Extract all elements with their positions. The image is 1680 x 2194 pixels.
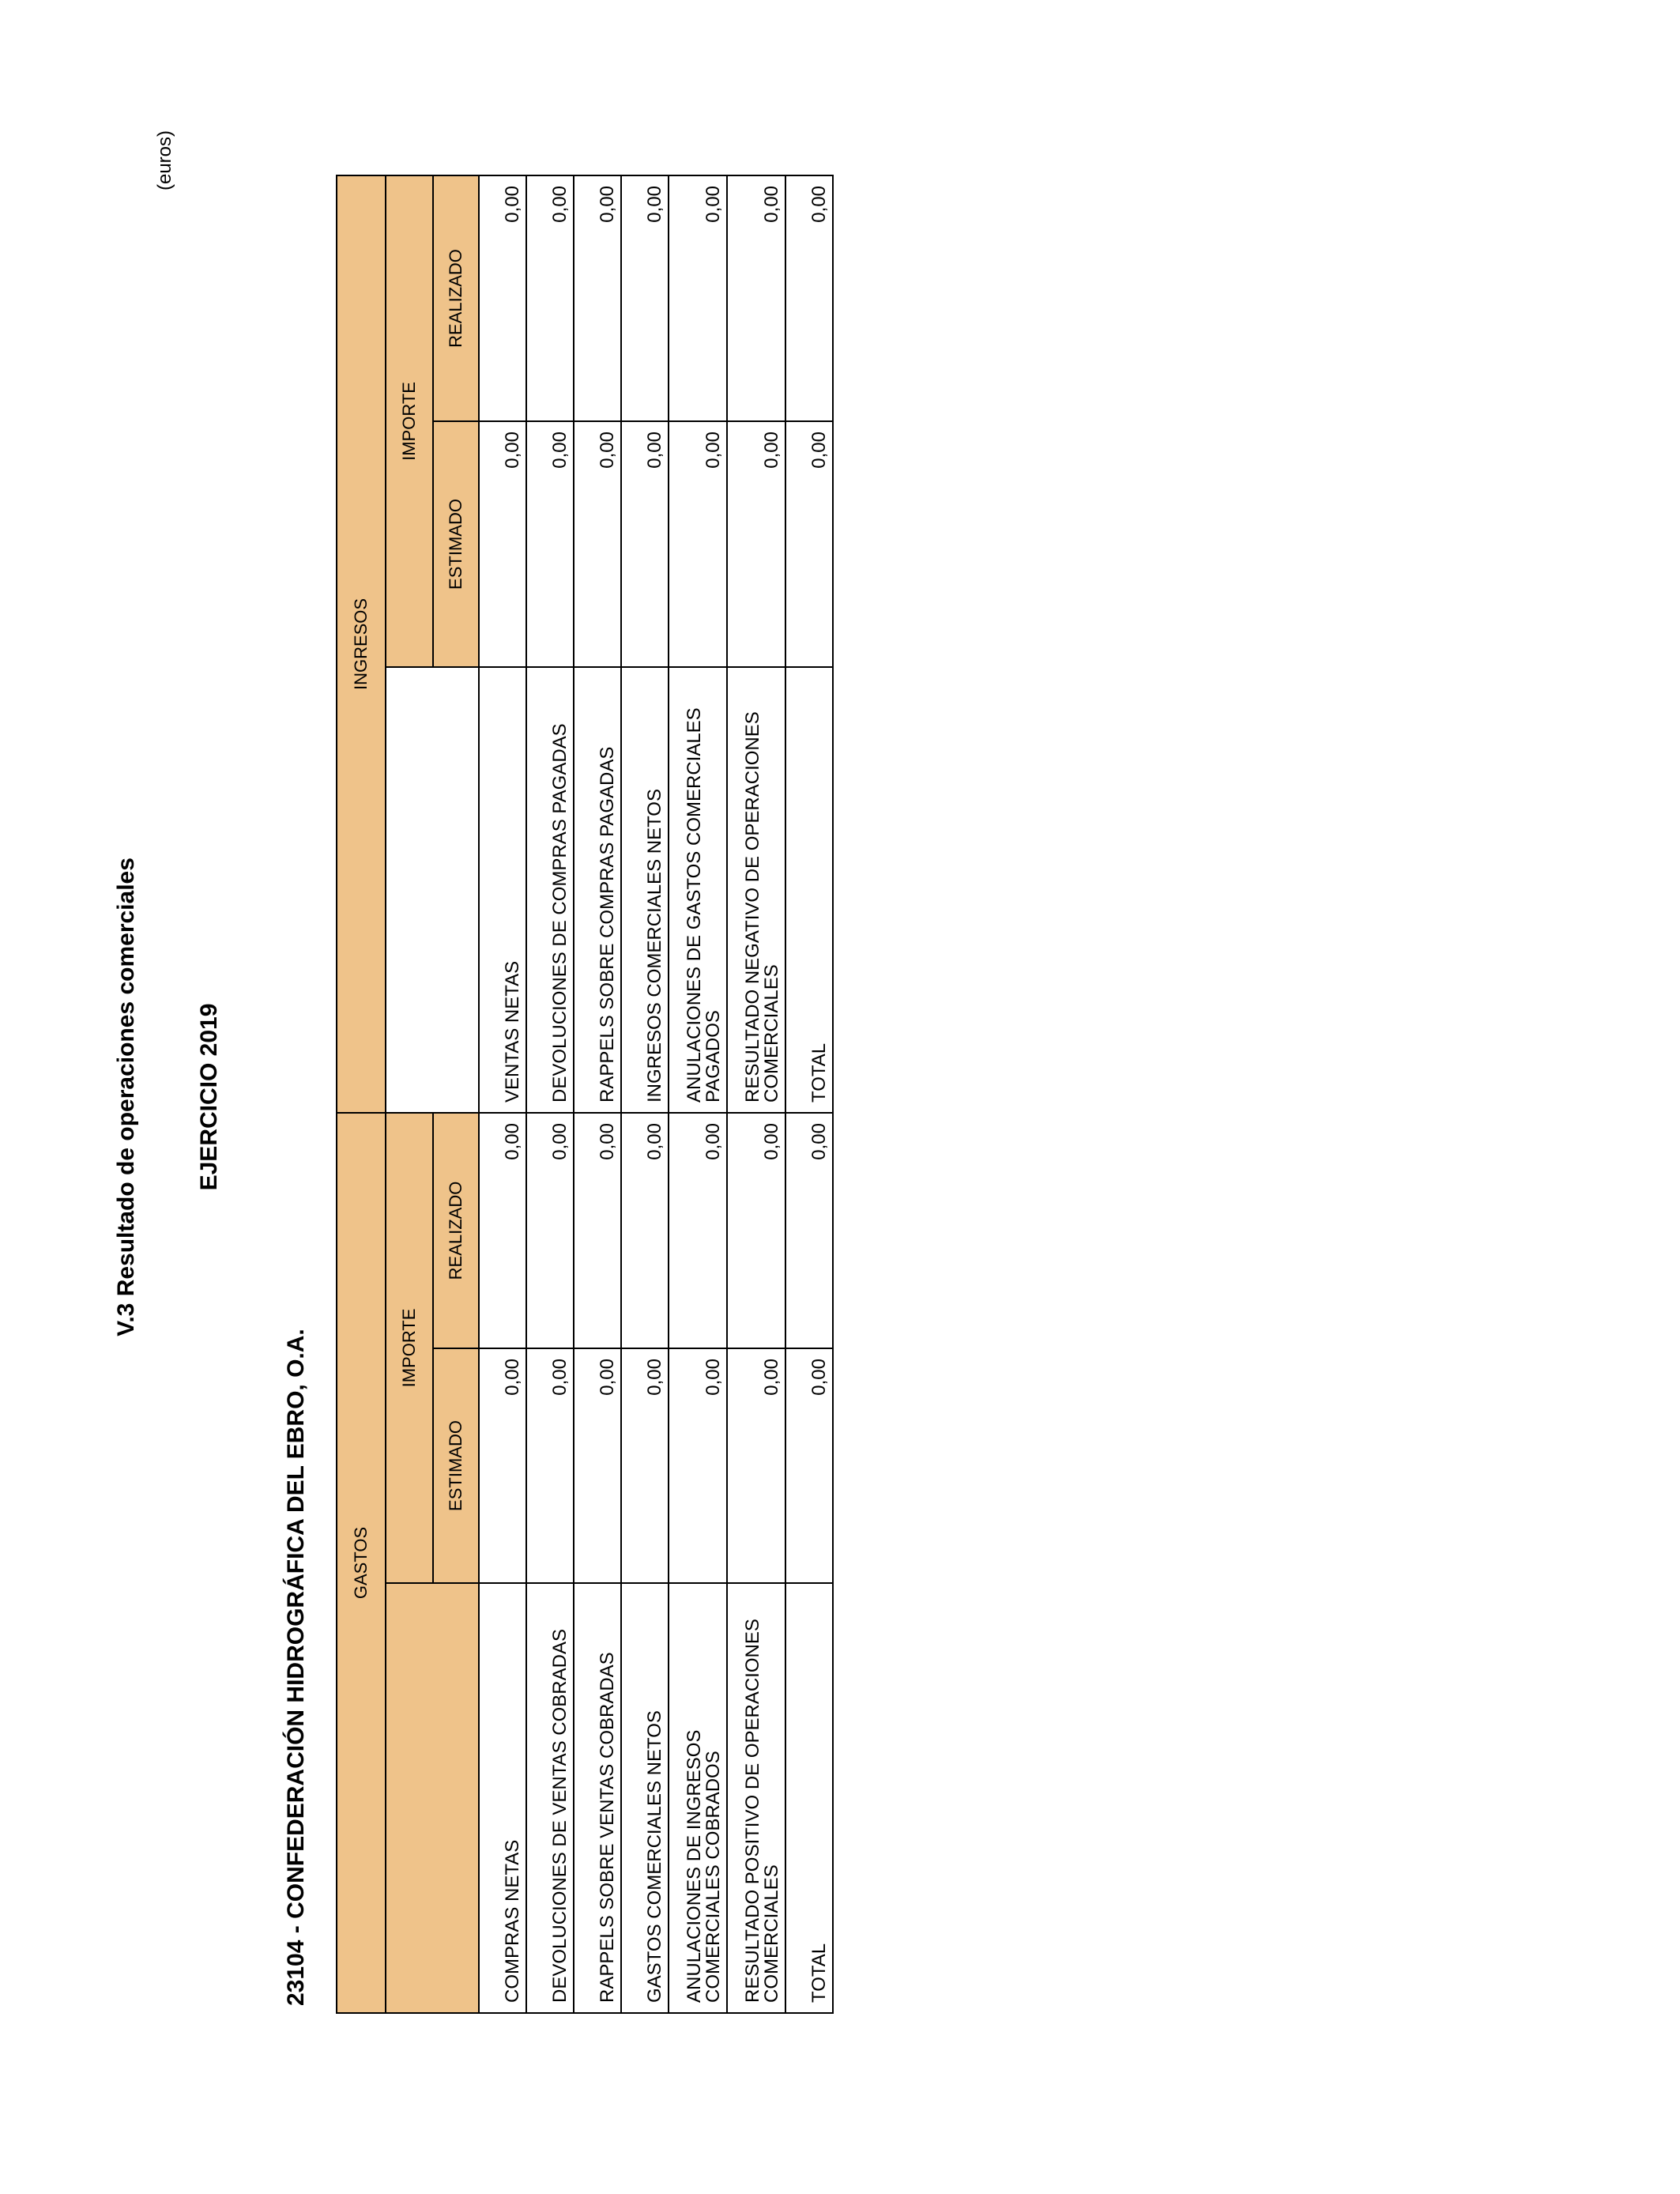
gasto-estimado: 0,00 [479, 1348, 526, 1583]
gasto-estimado: 0,00 [621, 1348, 669, 1583]
gasto-estimado: 0,00 [669, 1348, 727, 1583]
gasto-label: ANULACIONES DE INGRESOS COMERCIALES COBRADOS [669, 1583, 727, 2013]
results-table [336, 175, 834, 2014]
gasto-estimado: 0,00 [574, 1348, 621, 1583]
gasto-realizado: 0,00 [479, 1113, 526, 1348]
ingreso-label: VENTAS NETAS [479, 667, 526, 1113]
ingreso-label: RESULTADO NEGATIVO DE OPERACIONES COMERCIALES [727, 667, 785, 1113]
table-row [621, 175, 669, 2013]
table-row [574, 175, 621, 2013]
fiscal-year: EJERCICIO 2019 [196, 1003, 222, 1191]
ingreso-realizado: 0,00 [526, 175, 574, 421]
gastos-estimado-header: ESTIMADO [433, 1348, 479, 1583]
ingreso-realizado: 0,00 [621, 175, 669, 421]
ingreso-estimado: 0,00 [574, 421, 621, 667]
ingreso-realizado: 0,00 [479, 175, 526, 421]
header-row-1 [337, 175, 386, 2013]
header-row-2 [386, 175, 433, 2013]
ingreso-total-realizado: 0,00 [785, 175, 833, 421]
ingreso-estimado: 0,00 [526, 421, 574, 667]
gasto-estimado: 0,00 [727, 1348, 785, 1583]
gasto-label: RESULTADO POSITIVO DE OPERACIONES COMERCIALES [727, 1583, 785, 2013]
gasto-realizado: 0,00 [669, 1113, 727, 1348]
ingreso-estimado: 0,00 [669, 421, 727, 667]
table-row [669, 175, 727, 2013]
ingreso-estimado: 0,00 [479, 421, 526, 667]
gasto-realizado: 0,00 [621, 1113, 669, 1348]
ingreso-realizado: 0,00 [574, 175, 621, 421]
gasto-realizado: 0,00 [727, 1113, 785, 1348]
table-row [479, 175, 526, 2013]
gastos-concept-header [386, 1583, 479, 2013]
ingresos-header: INGRESOS [337, 175, 386, 1113]
ingresos-estimado-header: ESTIMADO [433, 421, 479, 667]
gasto-total-estimado: 0,00 [785, 1348, 833, 1583]
ingreso-estimado: 0,00 [727, 421, 785, 667]
ingreso-estimado: 0,00 [621, 421, 669, 667]
currency-units: (euros) [154, 130, 175, 190]
total-row [785, 175, 833, 2013]
gastos-importe-header: IMPORTE [386, 1113, 433, 1583]
table-row [727, 175, 785, 2013]
ingreso-total-label: TOTAL [785, 667, 833, 1113]
ingresos-importe-header: IMPORTE [386, 175, 433, 667]
ingreso-label: RAPPELS SOBRE COMPRAS PAGADAS [574, 667, 621, 1113]
entity-name: 23104 - CONFEDERACIÓN HIDROGRÁFICA DEL EBRO, O.A. [283, 1329, 309, 2006]
table-row [526, 175, 574, 2013]
ingresos-concept-header [386, 667, 479, 1113]
gasto-label: DEVOLUCIONES DE VENTAS COBRADAS [526, 1583, 574, 2013]
ingreso-realizado: 0,00 [669, 175, 727, 421]
report-title: V.3 Resultado de operaciones comerciales [113, 858, 139, 1336]
ingreso-label: ANULACIONES DE GASTOS COMERCIALES PAGADOS [669, 667, 727, 1113]
gasto-total-realizado: 0,00 [785, 1113, 833, 1348]
ingreso-label: DEVOLUCIONES DE COMPRAS PAGADAS [526, 667, 574, 1113]
ingreso-realizado: 0,00 [727, 175, 785, 421]
gastos-header: GASTOS [337, 1113, 386, 2013]
gasto-label: GASTOS COMERCIALES NETOS [621, 1583, 669, 2013]
gasto-estimado: 0,00 [526, 1348, 574, 1583]
ingreso-total-estimado: 0,00 [785, 421, 833, 667]
gasto-label: COMPRAS NETAS [479, 1583, 526, 2013]
gasto-realizado: 0,00 [526, 1113, 574, 1348]
gasto-label: RAPPELS SOBRE VENTAS COBRADAS [574, 1583, 621, 2013]
gastos-realizado-header: REALIZADO [433, 1113, 479, 1348]
ingresos-realizado-header: REALIZADO [433, 175, 479, 421]
gasto-total-label: TOTAL [785, 1583, 833, 2013]
gasto-realizado: 0,00 [574, 1113, 621, 1348]
ingreso-label: INGRESOS COMERCIALES NETOS [621, 667, 669, 1113]
